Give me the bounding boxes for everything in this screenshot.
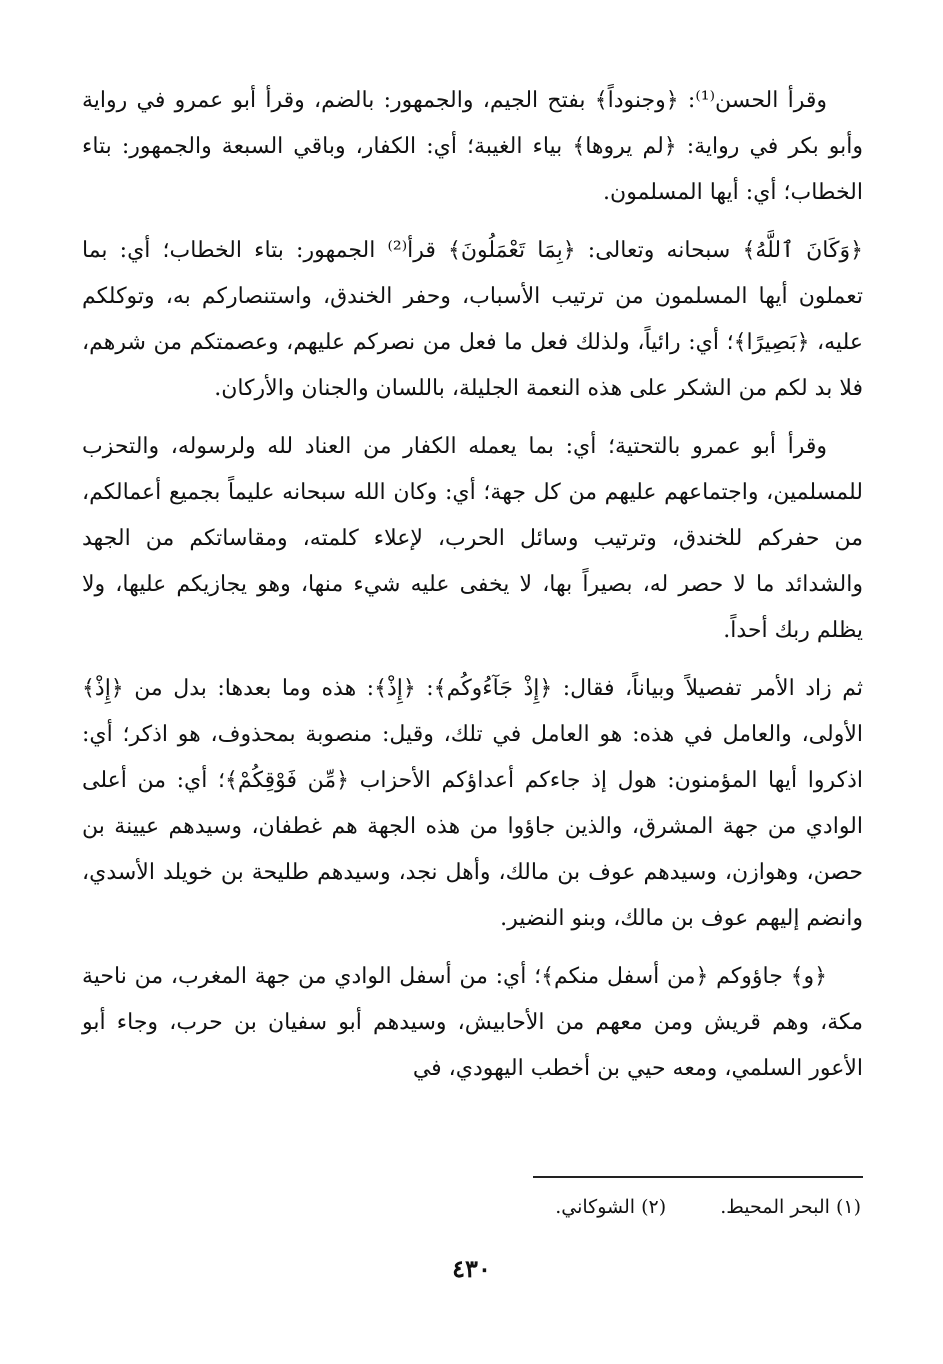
paragraph-2: ﴿وَكَانَ ٱللَّهُ﴾ سبحانه وتعالى: ﴿بِمَا تَعْمَلُونَ﴾ قرأ⁽²⁾ الجمهور: بتاء الخطاب؛ أي: بما تعملون أيها المسلمون من ترتيب الأسباب، وحفر الخندق، واستنصاركم به، وتوكلكم عليه، ﴿بَصِيرًا﴾؛ أي: رائياً، ولذلك فعل ما فعل من نصركم عليهم، وعصمتكم من شرهم، فلا بد لكم من الشكر على هذه النعمة الجليلة، باللسان والجنان والأركان. (82, 238, 863, 401)
footnote-2: (٢) الشوكاني. (555, 1196, 667, 1218)
page-number: ٤٣٠ (452, 1254, 491, 1283)
paragraph-1: وقرأ الحسن⁽¹⁾: ﴿وجنوداً﴾ بفتح الجيم، والجمهور: بالضم، وقرأ أبو عمرو في رواية وأبو بكر في رواية: ﴿لم يروها﴾ بياء الغيبة؛ أي: الكفار، وباقي السبعة والجمهور: بتاء الخطاب؛ أي: أيها المسلمون. (82, 88, 863, 205)
paragraph-5: ﴿و﴾ جاؤوكم ﴿من أسفل منكم﴾؛ أي: من أسفل الوادي من جهة المغرب، من ناحية مكة، وهم قريش ومن معهم من الأحابيش، وسيدهم أبو سفيان بن حرب، وجاء أبو الأعور السلمي، ومعه حيي بن أخطب اليهودي، في (82, 964, 863, 1081)
paragraph-4: ثم زاد الأمر تفصيلاً وبياناً، فقال: ﴿إِذْ جَآءُوكُم﴾: ﴿إِذْ﴾: هذه وما بعدها: بدل من ﴿إِذْ﴾ الأولى، والعامل في هذه: هو العامل في تلك، وقيل: منصوبة بمحذوف، هو اذكر؛ أي: اذكروا أيها المؤمنون: هول إذ جاءكم أعداؤكم الأحزاب ﴿مِّن فَوْقِكُمْ﴾؛ أي: من أعلى الوادي من جهة المشرق، والذين جاؤوا من هذه الجهة هم غطفان، وسيدهم عيينة بن حصن، وهوازن، وسيدهم عوف بن مالك، وأهل نجد، وسيدهم طليحة بن خويلد الأسدي، وانضم إليهم عوف بن مالك، وبنو النضير. (82, 676, 863, 931)
footnote-1: (١) البحر المحيط. (720, 1196, 861, 1218)
footnote-divider (533, 1176, 863, 1178)
footnotes (261, 1192, 861, 1222)
main-text (82, 78, 863, 1104)
paragraph-3: وقرأ أبو عمرو بالتحتية؛ أي: بما يعمله الكفار من العناد لله ولرسوله، والتحزب للمسلمين، واجتماعهم عليهم من كل جهة؛ أي: وكان الله سبحانه عليماً بجميع أعمالكم، من حفركم للخندق، وترتيب وسائل الحرب، لإعلاء كلمته، ومقاساتكم من الجهد والشدائد ما لا حصر له، بصيراً بها، لا يخفى عليه شيء منها، وهو يجازيكم عليها، ولا يظلم ربك أحداً. (82, 434, 863, 643)
